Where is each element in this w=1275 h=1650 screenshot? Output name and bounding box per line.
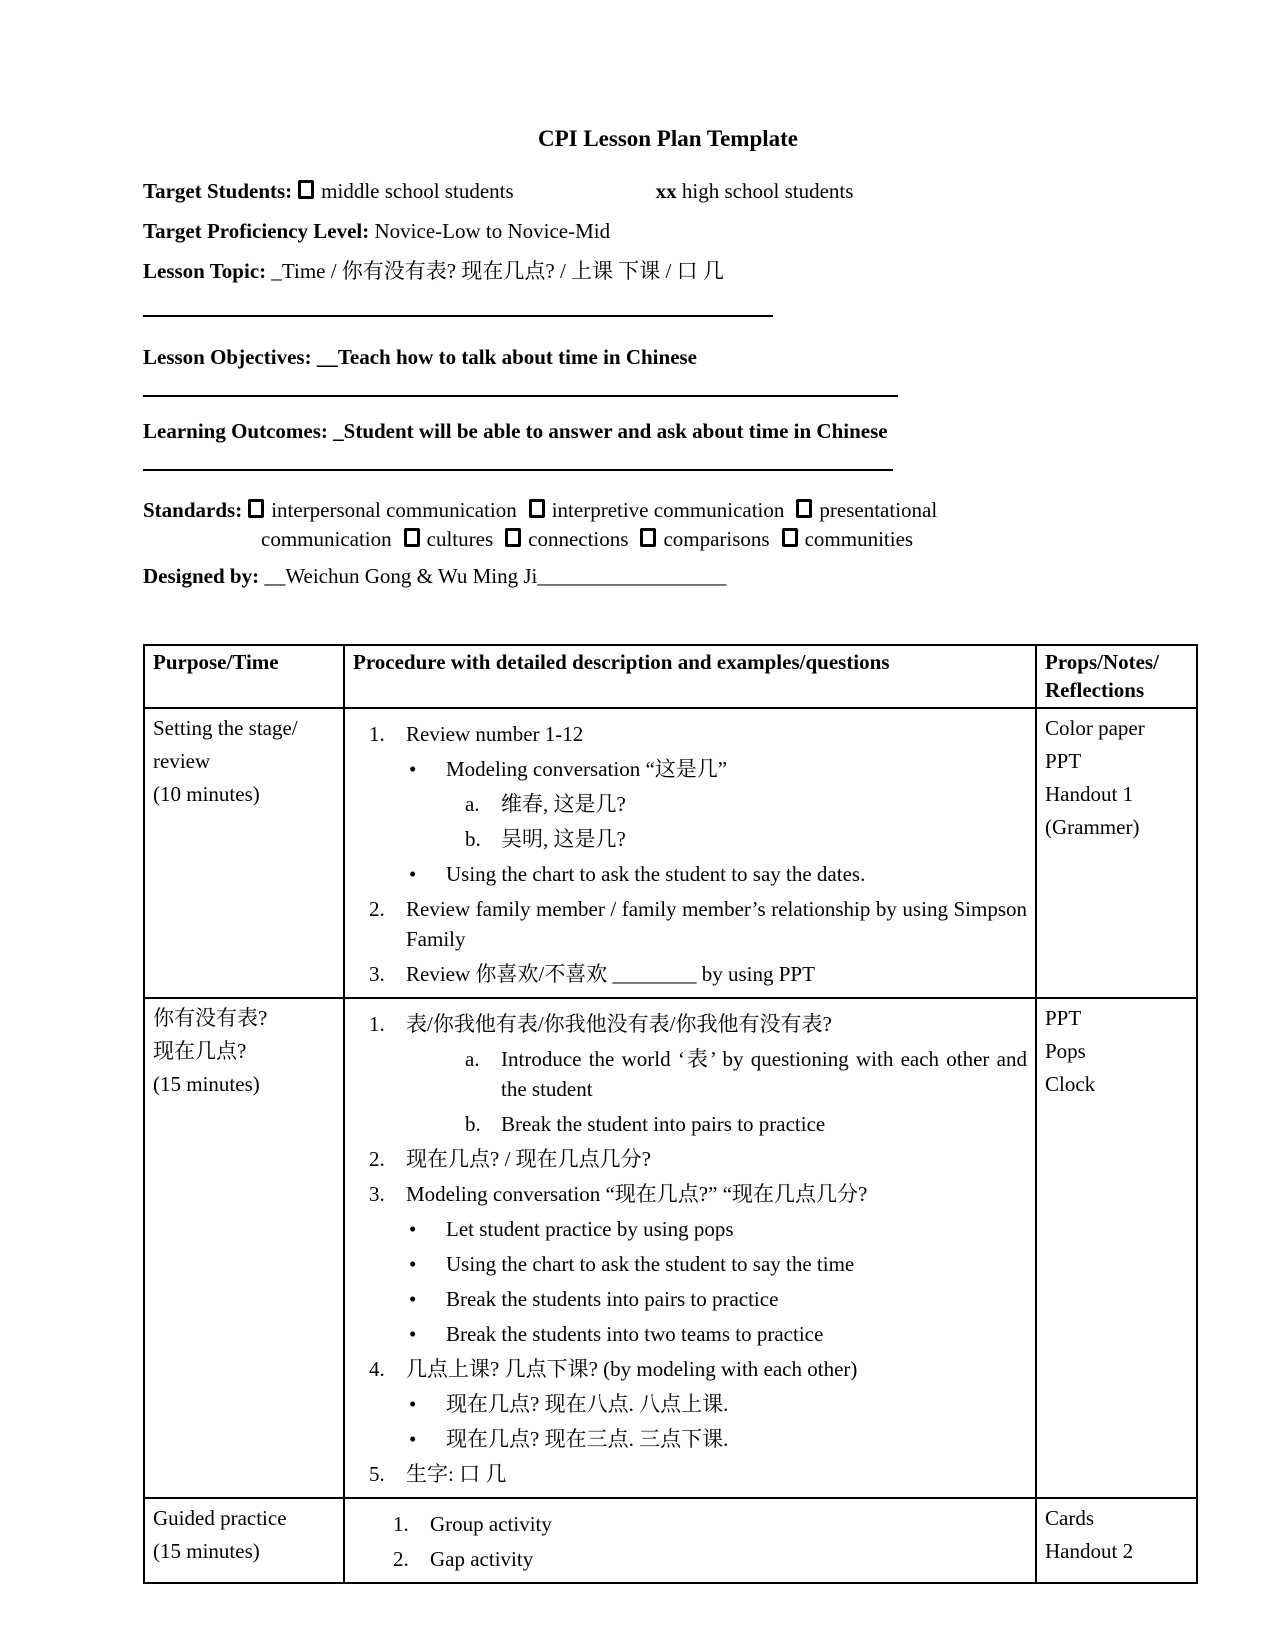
bullet-icon: • [409,1322,417,1346]
props-line: Handout 2 [1045,1539,1134,1563]
procedure-item-text: 现在几点? 现在八点. 八点上课. [446,1392,729,1416]
props-cell [1036,708,1197,998]
procedure-item-text: 现在几点? / 现在几点几分? [406,1147,651,1171]
standards-item [261,527,392,551]
learning-outcomes-field [143,417,1195,446]
procedure-item [353,859,1027,889]
procedure-item [353,1144,1027,1174]
standards-item [523,498,785,522]
target-students-label: Target Students: [143,179,293,203]
procedure-item [353,1179,1027,1209]
procedure-item-text: Review 你喜欢/不喜欢 ________ by using PPT [406,962,815,986]
checkbox-icon [505,528,521,547]
bullet-icon: • [409,862,417,886]
purpose-line: Setting the stage/ [153,716,298,740]
props-line: PPT [1045,1006,1082,1030]
item-marker: 3. [369,962,385,986]
standards-item [790,498,937,522]
procedure-cell [344,708,1036,998]
bullet-icon: • [409,1252,417,1276]
props-line: Handout 1 [1045,782,1134,806]
procedure-item [353,719,1027,749]
item-marker: 5. [369,1462,385,1486]
table-row [144,708,1197,998]
item-marker: 1. [369,1012,385,1036]
props-line: Pops [1045,1039,1086,1063]
bullet-icon: • [409,1392,417,1416]
procedure-item-text: Review number 1-12 [406,722,584,746]
lesson-objectives-value: __Teach how to talk about time in Chinese [316,345,698,369]
standards-item-label: communities [804,527,914,551]
table-row [144,998,1197,1498]
learning-outcomes-value: _Student will be able to answer and ask about time in Chinese [333,419,888,443]
purpose-line: (10 minutes) [153,782,260,806]
procedure-item-text: Using the chart to ask the student to say the time [446,1252,855,1276]
target-students-option-middle: middle school students [321,179,514,203]
procedure-item [353,1544,1027,1574]
procedure-item-text: Introduce the world ‘表’ by questioning with each other and the student [501,1047,1027,1101]
checkbox-icon [782,528,798,547]
designed-by-value: __Weichun Gong & Wu Ming Ji__________________ [264,564,727,588]
lesson-topic-field [143,257,1195,286]
standards-item [398,527,493,551]
bullet-icon: • [409,1427,417,1451]
blank-line [143,383,898,397]
procedure-item-text: Let student practice by using pops [446,1217,734,1241]
checkbox-icon [640,528,656,547]
standards-item-label: interpretive communication [551,498,785,522]
item-marker: 2. [369,1147,385,1171]
table-header-row [144,645,1197,708]
purpose-line: Guided practice [153,1506,287,1530]
standards-item [776,527,914,551]
header-props-line1: Props/Notes/ [1045,650,1159,674]
procedure-item-text: 几点上课? 几点下课? (by modeling with each other) [406,1357,858,1381]
page-title: CPI Lesson Plan Template [537,126,799,151]
props-line: Cards [1045,1506,1094,1530]
procedure-cell [344,1498,1036,1583]
item-marker: b. [465,1112,481,1136]
standards-field [143,496,1195,554]
item-marker: 3. [369,1182,385,1206]
proficiency-field [143,217,1195,246]
props-cell [1036,1498,1197,1583]
item-marker: 1. [369,722,385,746]
header-props-line2: Reflections [1045,678,1145,702]
props-cell [1036,998,1197,1498]
item-marker: 1. [393,1512,409,1536]
procedure-item [353,789,1027,819]
props-line: Color paper [1045,716,1145,740]
purpose-cell [144,708,344,998]
item-marker: a. [465,792,480,816]
procedure-item [353,959,1027,989]
purpose-line: 你有没有表? [153,1006,268,1030]
standards-item-label: interpersonal communication [271,498,517,522]
item-marker: a. [465,1047,480,1071]
standards-item-label: comparisons [663,527,770,551]
procedure-item-text: 吴明, 这是几? [501,827,626,851]
procedure-item [353,1009,1027,1039]
blank-line [143,297,773,317]
lesson-topic-label: Lesson Topic: [143,259,267,283]
item-marker: 2. [369,897,385,921]
procedure-item [353,1424,1027,1454]
procedure-cell [344,998,1036,1498]
standards-line2 [143,525,1195,554]
designed-by-field [143,562,1195,591]
standards-label: Standards: [143,498,243,522]
lesson-objectives-label: Lesson Objectives: [143,345,312,369]
proficiency-label: Target Proficiency Level: [143,219,370,243]
checkbox-icon [796,499,812,518]
checkbox-icon [529,499,545,518]
table-row [144,1498,1197,1583]
header-purpose-time: Purpose/Time [144,645,344,708]
bullet-icon: • [409,1217,417,1241]
purpose-line: (15 minutes) [153,1072,260,1096]
procedure-item-text: 表/你我他有表/你我他没有表/你我他有没有表? [406,1012,832,1036]
item-marker: 4. [369,1357,385,1381]
standards-item-label: connections [528,527,629,551]
procedure-item-text: Gap activity [430,1547,534,1571]
procedure-item [353,894,1027,954]
procedure-item-text: Using the chart to ask the student to say the dates. [446,862,866,886]
purpose-line: 现在几点? [153,1039,247,1063]
procedure-item [353,1354,1027,1384]
standards-item [499,527,628,551]
procedure-item-text: Break the student into pairs to practice [501,1112,826,1136]
item-marker: 2. [393,1547,409,1571]
procedure-item [353,1109,1027,1139]
standards-item [242,498,517,522]
procedure-item-text: Break the students into two teams to practice [446,1322,824,1346]
target-students-field [143,177,1195,206]
procedure-item-text: Break the students into pairs to practice [446,1287,779,1311]
procedure-item-text: Review family member / family member’s relationship by using Simpson Family [406,897,1027,951]
purpose-cell [144,998,344,1498]
procedure-item [353,1459,1027,1489]
procedure-item [353,1249,1027,1279]
procedure-item-text: 生字: 口 几 [406,1462,507,1486]
xx-mark: xx [655,179,677,203]
lesson-topic-value: _Time / 你有没有表? 现在几点? / 上课 下课 / 口 几 [271,259,724,283]
purpose-line: (15 minutes) [153,1539,260,1563]
standards-item [634,527,769,551]
purpose-line: review [153,749,211,773]
procedure-item [353,824,1027,854]
designed-by-label: Designed by: [143,564,260,588]
procedure-item-text: 维春, 这是几? [501,792,626,816]
target-students-option-high: high school students [681,179,854,203]
checkbox-icon [248,499,264,518]
procedure-item [353,1319,1027,1349]
procedure-item-text: 现在几点? 现在三点. 三点下课. [446,1427,729,1451]
procedure-item [353,1284,1027,1314]
procedure-item [353,1214,1027,1244]
checkbox-icon [404,528,420,547]
standards-item-label: communication [261,527,392,551]
lesson-objectives-field [143,343,1195,372]
header-procedure: Procedure with detailed description and examples/questions [344,645,1036,708]
props-line: PPT [1045,749,1082,773]
proficiency-value: Novice-Low to Novice-Mid [374,219,611,243]
bullet-icon: • [409,757,417,781]
learning-outcomes-label: Learning Outcomes: [143,419,328,443]
item-marker: b. [465,827,481,851]
procedure-item [353,1044,1027,1104]
purpose-cell [144,1498,344,1583]
procedure-item [353,754,1027,784]
standards-item-label: cultures [426,527,494,551]
procedure-item-text: Modeling conversation “这是几” [446,757,728,781]
blank-line [143,457,893,471]
procedure-item [353,1389,1027,1419]
standards-item-label: presentational [819,498,938,522]
standards-line1 [242,498,943,522]
procedure-item-text: Group activity [430,1512,552,1536]
bullet-icon: • [409,1287,417,1311]
lesson-plan-table [143,644,1198,1584]
procedure-item-text: Modeling conversation “现在几点?” “现在几点几分? [406,1182,868,1206]
checkbox-icon [298,180,314,199]
header-props-notes [1036,645,1197,708]
props-line: (Grammer) [1045,815,1140,839]
props-line: Clock [1045,1072,1096,1096]
procedure-item [353,1509,1027,1539]
